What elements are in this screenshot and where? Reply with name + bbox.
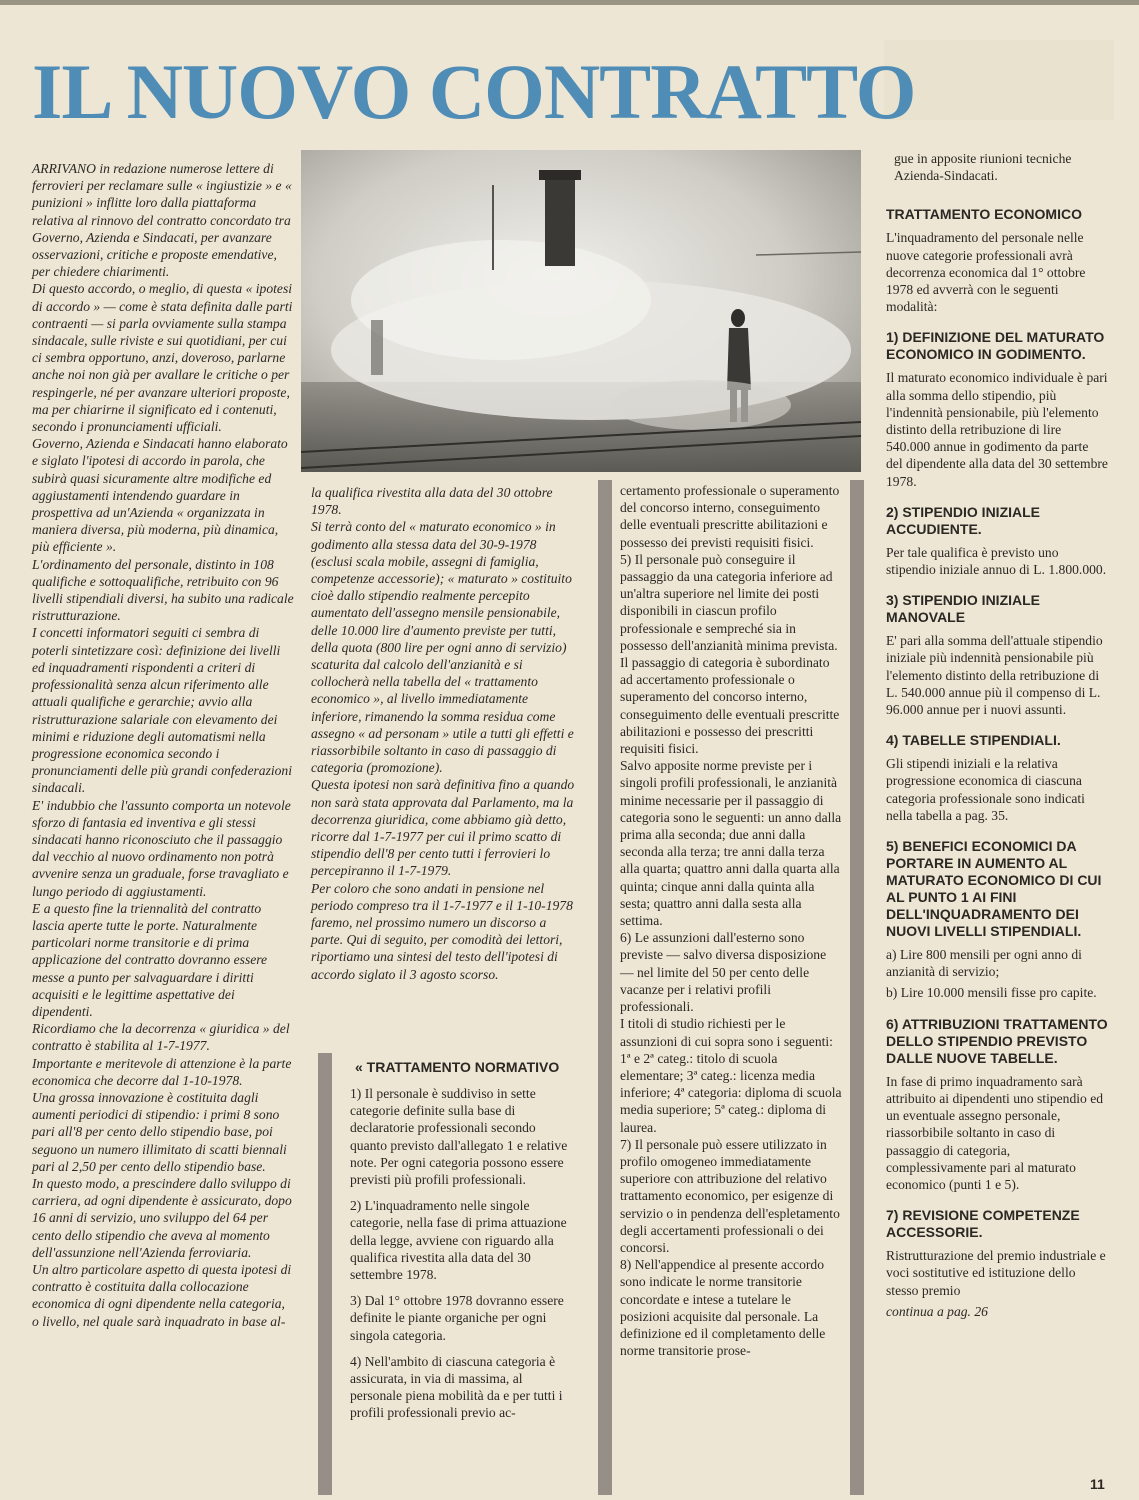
intro-paragraph: Importante e meritevole di attenzione è la parte economica che decorre dal 1-10-1978. — [32, 1055, 292, 1088]
body-paragraph: b) Lire 10.000 mensili fisse pro capite. — [886, 985, 1097, 1001]
body-paragraph: E' pari alla somma dell'attuale stipendio iniziale più indennità pensionabile più l'elemento distinto della retribuzione di L. 540.000 annue più il compenso di L. 96.000 annue per i nuovi assunti. — [886, 633, 1103, 718]
vertical-rule — [318, 1053, 332, 1495]
body-paragraph: Il maturato economico individuale è pari alla somma dello stipendio, più l'indennità pensionabile, più l'elemento distinto della retribuzione di lire 540.000 annue in godimento da parte del dipendente alla data del 30 settembre 1978. — [886, 370, 1108, 489]
body-paragraph: I titoli di studio richiesti per le assunzioni di cui sopra sono i seguenti: 1ª e 2ª categ.: titolo di scuola elementare; 3ª categ.: licenza media inferiore; 4ª categoria: diploma di scuola media superiore; 5ª categ.: diploma di laurea. — [620, 1016, 842, 1135]
normativo-item: 2) L'inquadramento nelle singole categorie, nella fase di prima attuazione della legge, avviene con riguardo alla qualifica rivestita alla data del 30 settembre 1978. — [350, 1198, 567, 1283]
normativo-item: 3) Dal 1° ottobre 1978 dovranno essere definite le piante organiche per ogni singola categoria. — [350, 1293, 564, 1343]
intro-paragraph: In questo modo, a prescindere dallo sviluppo di carriera, ad ogni dipendente è assicurato, dopo 16 anni di servizio, uno sviluppo del 64 per cento dello stipendio che aveva al momento dell'assunzione nell'Azienda ferroviaria. — [32, 1175, 292, 1260]
section-heading: 4) TABELLE STIPENDIALI. — [886, 732, 1061, 749]
page-title: IL NUOVO CONTRATTO — [32, 48, 916, 135]
body-column-4 — [872, 150, 1108, 1324]
normativo-item: 1) Il personale è suddiviso in sette categorie definite sulla base di declaratorie professionali secondo quanto previsto dall'allegato 1 e relative note. Per ogni categoria possono essere previsti più profili professionali. — [350, 1086, 568, 1188]
body-paragraph: Ristrutturazione del premio industriale e voci sostitutive ed istituzione dello stesso premio — [886, 1248, 1106, 1298]
continued-note: continua a pag. 26 — [886, 1303, 988, 1319]
body-paragraph: In fase di primo inquadramento sarà attribuito ai dipendenti uno stipendio ed un eventuale assegno personale, riassorbibile soltanto in caso di passaggio di categoria, complessivamente pari al maturato economico (punti 1 e 5). — [886, 1073, 1104, 1192]
body-paragraph: la qualifica rivestita alla data del 30 ottobre 1978. — [311, 485, 553, 518]
body-paragraph: 6) Le assunzioni dall'esterno sono previste — salvo diversa disposizione — nel limite del 50 per cento delle vacanze per i relativi profili professionali. — [620, 930, 827, 1015]
body-paragraph: Per coloro che sono andati in pensione nel periodo compreso tra il 1-7-1977 e il 1-10-1978 faremo, nel prossimo numero un discorso a parte. Qui di seguito, per comodità dei lettori, riportiamo una sintesi del testo dell'ipotesi di accordo siglato il 3 agosto scorso. — [311, 880, 573, 982]
body-paragraph: Gli stipendi iniziali e la relativa progressione economica di ciascuna categoria professionale sono indicati nella tabella a pag. 35. — [886, 756, 1085, 823]
body-paragraph: Si terrà conto del « maturato economico » in godimento alla stessa data del 30-9-1978 (esclusi scala mobile, assegni di famiglia, competenze accessorie); « maturato » costituito cioè dallo stipendio realmente percepito aumentato dell'assegno mensile pensionabile, delle 10.000 lire d'aumento previste per tutti, della quota (800 lire per ogni anno di servizio) scaturita dal calcolo dell'anzianità e si collocherà nella tabella del « trattamento economico », al livello immediatamente inferiore, rimanendo la somma residua come assegno « ad personam » utile a tutti gli effetti e riassorbibile soltanto in caso di passaggio di categoria (promozione). — [311, 519, 574, 776]
body-paragraph: 5) Il personale può conseguire il passaggio da una categoria inferiore ad un'altra superiore nel limite dei posti disponibili in ciascun profilo professionale e sempreché sia in possesso dell'anzianità minima prevista. Il passaggio di categoria è subordinato ad accertamento professionale o superamento del concorso interno, conseguimento delle eventuali prescritte abilitazioni e possesso dei prescritti requisiti fisici. — [620, 551, 840, 757]
intro-paragraph: Una grossa innovazione è costituita dagli aumenti periodici di stipendio: i primi 8 sono pari all'8 per cento dello stipendio base, poi seguono un numero illimitato di scatti biennali pari al 2,50 per cento dello stipendio base. — [32, 1089, 287, 1174]
body-paragraph: 7) Il personale può essere utilizzato in profilo omogeneo immediatamente superiore con attribuzione del relativo trattamento economico, per esigenze di servizio o in pendenza dell'espletamento degli accertamenti professionali o dei concorsi. — [620, 1136, 840, 1255]
intro-paragraph: Di questo accordo, o meglio, di questa « ipotesi di accordo » — come è stata definita dalle parti contraenti — si parla ovviamente sulla stampa sindacale, sulle riviste e sui quotidiani, per cui ci sembra opportuno, anzi, doveroso, parlarne anche noi non già per avallare le critiche o per respingerle, né per avanzare ulteriori proposte, ma per chiarirne il significato ed i contenuti, secondo i pronunciamenti ufficiali. — [32, 281, 293, 435]
intro-paragraph: ARRIVANO in redazione numerose lettere di ferrovieri per reclamare sulle « ingiustizie » e « punizioni » inflitte loro dalla piattaforma relativa al rinnovo del contratto concordato tra Governo, Azienda e Sindacati, per avanzare osservazioni, critiche e proposte emendative, per chiedere chiarimenti. — [32, 161, 292, 280]
normativo-box — [350, 1058, 575, 1431]
intro-paragraph: I concetti informatori seguiti ci sembra di poterli sintetizzare così: definizione dei livelli ed inquadramenti rispondenti a criteri di professionalità senza alcun riferimento alle attuali qualifiche e gerarchie; avvio alla ristrutturazione salariale con elevamento dei minimi e riduzione degli automatismi nella progressione economica secondo i pronunciamenti delle più grandi confederazioni sindacali. — [32, 625, 293, 796]
body-paragraph: 8) Nell'appendice al presente accordo sono indicate le norme transitorie concordate e intese a tutelare le posizioni acquisite dal personale. La definizione ed il completamento delle norme transitorie prose- — [620, 1257, 826, 1359]
section-heading: 2) STIPENDIO INIZIALE ACCUDIENTE. — [886, 503, 1041, 537]
intro-column — [32, 160, 294, 1330]
photo-image — [301, 150, 861, 472]
section-heading: 6) ATTRIBUZIONI TRATTAMENTO DELLO STIPENDIO PREVISTO DALLE NUOVE TABELLE. — [886, 1015, 1108, 1066]
page-number: 11 — [1090, 1476, 1105, 1492]
section-heading: 1) DEFINIZIONE DEL MATURATO ECONOMICO IN GODIMENTO. — [886, 329, 1105, 363]
section-heading: 3) STIPENDIO INIZIALE MANOVALE — [886, 592, 1041, 626]
intro-paragraph: Un altro particolare aspetto di questa ipotesi di contratto è costituita dalla collocazione economica di ogni dipendente nella categoria, o livello, nel quale sarà inquadrato in base al- — [32, 1262, 292, 1329]
body-paragraph: a) Lire 800 mensili per ogni anno di anzianità di servizio; — [886, 947, 1082, 980]
faded-background-patch — [884, 40, 1114, 120]
top-rule — [0, 0, 1139, 5]
section-heading: TRATTAMENTO ECONOMICO — [886, 206, 1082, 223]
section-heading: 5) BENEFICI ECONOMICI DA PORTARE IN AUMENTO AL MATURATO ECONOMICO DI CUI AL PUNTO 1 AI FINI DELL'INQUADRAMENTO DEI NUOVI LIVELLI STIPENDIALI. — [886, 838, 1102, 940]
body-paragraph: L'inquadramento del personale nelle nuove categorie professionali avrà decorrenza economica dal 1° ottobre 1978 ed avverrà con le seguenti modalità: — [886, 230, 1086, 315]
normativo-heading: « TRATTAMENTO NORMATIVO — [355, 1059, 560, 1075]
body-paragraph: Per tale qualifica è previsto uno stipendio iniziale annuo di L. 1.800.000. — [886, 544, 1107, 578]
section-heading: 7) REVISIONE COMPETENZE ACCESSORIE. — [886, 1207, 1080, 1241]
body-paragraph: gue in apposite riunioni tecniche Azienda-Sindacati. — [894, 151, 1072, 184]
body-column-2 — [311, 484, 580, 983]
body-column-3 — [620, 482, 842, 1359]
intro-paragraph: Ricordiamo che la decorrenza « giuridica » del contratto è stabilita al 1-7-1977. — [32, 1021, 290, 1054]
intro-paragraph: E a questo fine la triennalità del contratto lascia aperte tutte le porte. Naturalmente particolari norme transitorie e di prima applicazione del contratto dovranno essere messe a punto per salvaguardare i diritti acquisiti e le legittime aspettative dei dipendenti. — [32, 900, 268, 1019]
intro-paragraph: Governo, Azienda e Sindacati hanno elaborato e siglato l'ipotesi di accordo in parola, che subirà quasi sicuramente altre modifiche ed aggiustamenti intendendo guardare in prospettiva ad un'Azienda « organizzata in maniera diversa, più moderna, più dinamica, più efficiente ». — [32, 436, 288, 555]
vertical-rule — [598, 480, 612, 1495]
intro-paragraph: E' indubbio che l'assunto comporta un notevole sforzo di fantasia ed inventiva e gli stessi sindacati hanno riconosciuto che il passaggio dal vecchio al nuovo ordinamento non potrà avvenire senza un graduale, forse travagliato e lungo periodo di aggiustamenti. — [32, 797, 291, 899]
vertical-rule — [850, 480, 864, 1495]
body-paragraph: certamento professionale o superamento del concorso interno, conseguimento delle eventuali prescritte abilitazioni e possesso dei previsti requisiti fisici. — [620, 483, 840, 550]
body-paragraph: Questa ipotesi non sarà definitiva fino a quando non sarà stata approvata dal Parlamento, ma la decorrenza giuridica, come abbiamo già detto, ricorre dal 1-7-1977 per cui il primo scatto di stipendio dell'8 per cento tutti i ferrovieri lo percepiranno il 1-7-1979. — [311, 777, 575, 879]
intro-paragraph: L'ordinamento del personale, distinto in 108 qualifiche e sottoqualifiche, retribuito con 96 livelli stipendiali diversi, ha subito una radicale ristrutturazione. — [32, 556, 294, 624]
photo-steam-locomotive-fog — [301, 150, 861, 472]
normativo-item: 4) Nell'ambito di ciascuna categoria è assicurata, in via di massima, al personale piena mobilità da e per tutti i profili professionali previo ac- — [350, 1353, 563, 1421]
body-paragraph: Salvo apposite norme previste per i singoli profili professionali, le anzianità minime necessarie per il passaggio di categoria sono le seguenti: un anno dalla prima alla seconda; due anni dalla seconda alla terza; tre anni dalla terza alla quarta; quattro anni dalla quarta alla quinta; cinque anni dalla quinta alla sesta; quattro anni dalla sesta alla settima. — [620, 758, 842, 929]
